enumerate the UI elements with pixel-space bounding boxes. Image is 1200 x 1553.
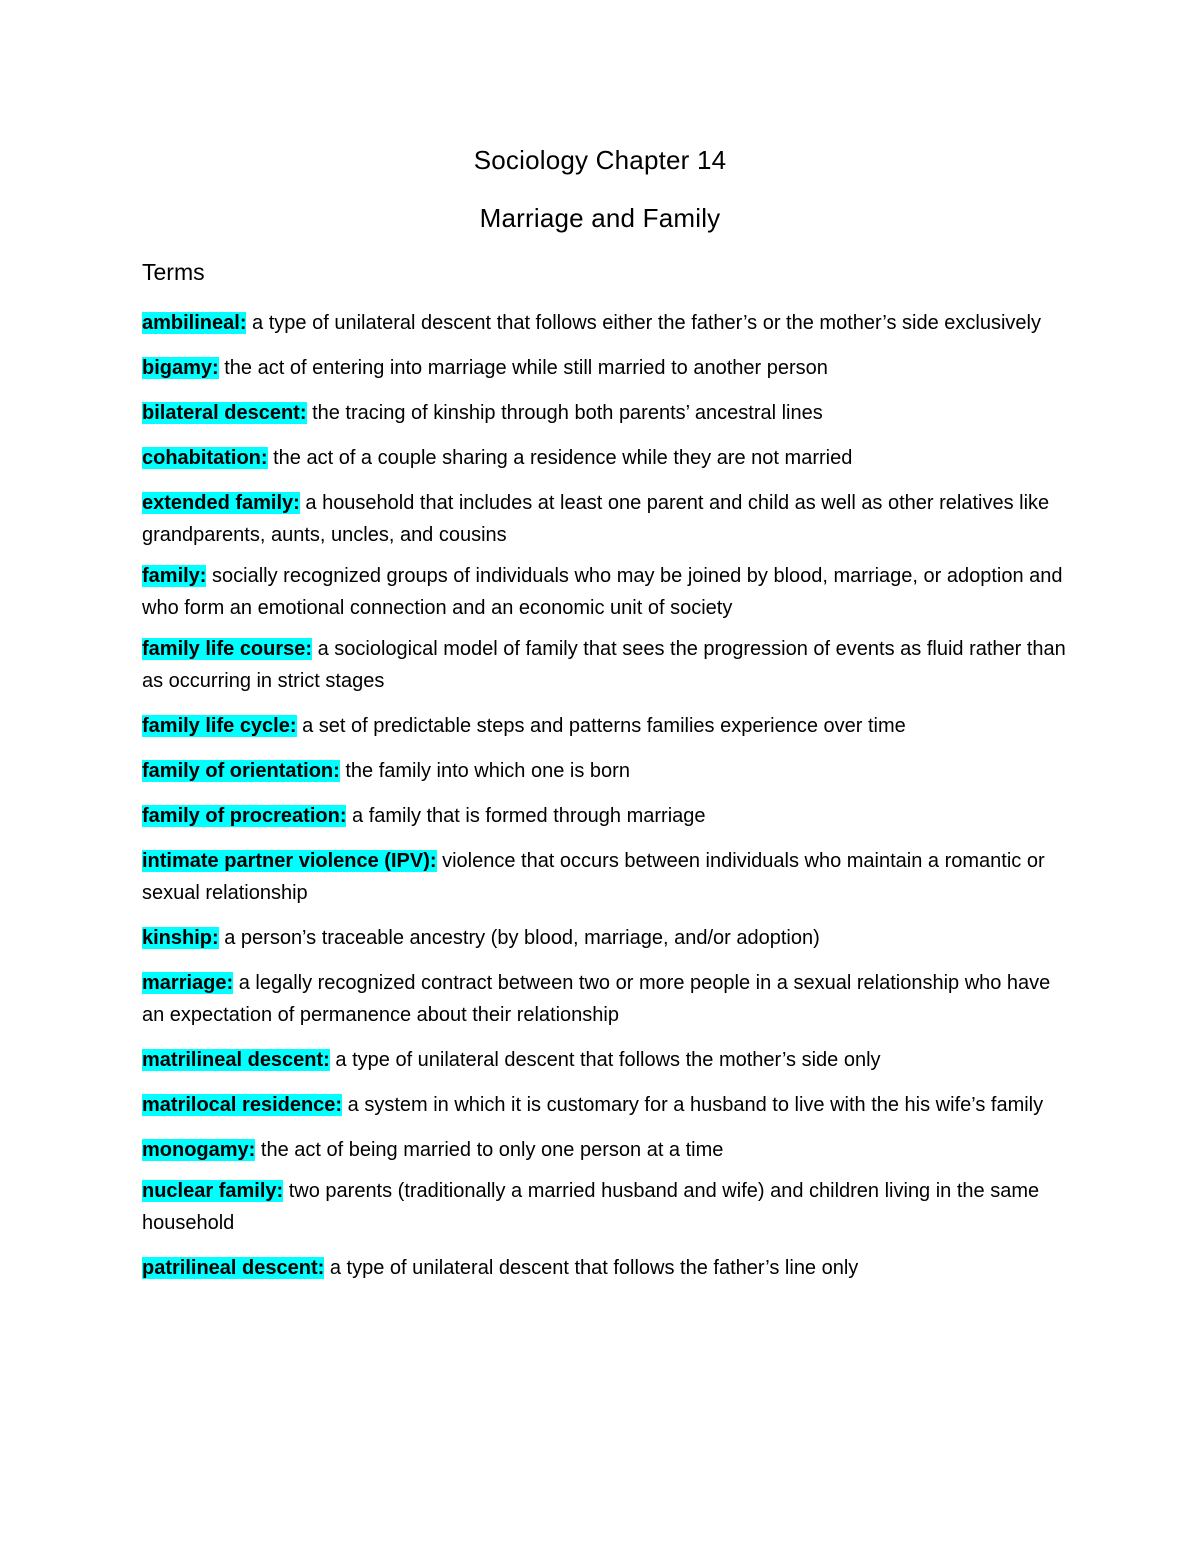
term-entry [142, 967, 1067, 1031]
document-title: Sociology Chapter 14 [473, 145, 727, 175]
term-definition: a type of unilateral descent that follows the mother’s side only [329, 1049, 881, 1071]
term-entry [142, 397, 1067, 429]
term-entry [142, 800, 1067, 832]
term-entry [142, 487, 1067, 551]
term-name: bigamy: [142, 357, 219, 379]
term-definition: a type of unilateral descent that follows either the father’s or the mother’s side exclusively [246, 312, 1041, 334]
section-heading: Terms [142, 259, 205, 285]
term-entry [142, 1134, 1067, 1166]
term-name: cohabitation: [142, 447, 268, 469]
document-subtitle: Marriage and Family [479, 203, 721, 233]
term-name: extended family: [142, 492, 300, 514]
term-entry [142, 442, 1067, 474]
term-name: ambilineal: [142, 312, 247, 334]
term-entry [142, 845, 1067, 909]
term-entry [142, 710, 1067, 742]
term-definition: a family that is formed through marriage [346, 805, 706, 827]
term-entry [142, 1089, 1067, 1121]
term-name: kinship: [142, 927, 219, 949]
term-definition: the tracing of kinship through both parents’ ancestral lines [306, 402, 823, 424]
term-definition: the act of a couple sharing a residence while they are not married [267, 447, 853, 469]
term-entry [142, 922, 1067, 954]
term-definition: the act of being married to only one person at a time [255, 1139, 724, 1161]
term-name: family of orientation: [142, 760, 340, 782]
term-name: intimate partner violence (IPV): [142, 850, 437, 872]
term-entry [142, 1044, 1067, 1076]
term-definition: a person’s traceable ancestry (by blood, marriage, and/or adoption) [218, 927, 820, 949]
term-definition: a system in which it is customary for a husband to live with the his wife’s family [342, 1094, 1044, 1116]
term-name: patrilineal descent: [142, 1257, 325, 1279]
term-name: family of procreation: [142, 805, 347, 827]
term-definition: the act of entering into marriage while still married to another person [218, 357, 828, 379]
term-definition: a household that includes at least one parent and child as well as other relatives like grandparents, aunts, uncles, and cousins [142, 492, 1050, 546]
term-name: monogamy: [142, 1139, 256, 1161]
term-definition: a type of unilateral descent that follows the father’s line only [324, 1257, 859, 1279]
term-definition: the family into which one is born [339, 760, 630, 782]
term-entry [142, 1252, 1067, 1284]
term-entry [142, 307, 1067, 339]
term-definition: socially recognized groups of individuals who may be joined by blood, marriage, or adoption and who form an emotional connection and an economic unit of society [142, 565, 1063, 619]
terms-list [142, 307, 1067, 1297]
term-definition: a set of predictable steps and patterns families experience over time [296, 715, 906, 737]
term-name: marriage: [142, 972, 234, 994]
term-name: nuclear family: [142, 1180, 284, 1202]
term-name: matrilocal residence: [142, 1094, 343, 1116]
term-entry [142, 633, 1067, 697]
term-name: family life cycle: [142, 715, 297, 737]
term-definition: a sociological model of family that sees the progression of events as fluid rather than as occurring in strict stages [142, 638, 1066, 692]
term-entry [142, 352, 1067, 384]
term-entry [142, 560, 1067, 624]
term-entry [142, 1175, 1067, 1239]
term-name: family life course: [142, 638, 313, 660]
term-name: family: [142, 565, 207, 587]
term-name: bilateral descent: [142, 402, 307, 424]
term-definition: two parents (traditionally a married husband and wife) and children living in the same household [142, 1180, 1040, 1234]
term-entry [142, 755, 1067, 787]
term-definition: violence that occurs between individuals who maintain a romantic or sexual relationship [142, 850, 1045, 904]
term-name: matrilineal descent: [142, 1049, 330, 1071]
term-definition: a legally recognized contract between two or more people in a sexual relationship who have an expectation of permanence about their relationship [142, 972, 1051, 1026]
